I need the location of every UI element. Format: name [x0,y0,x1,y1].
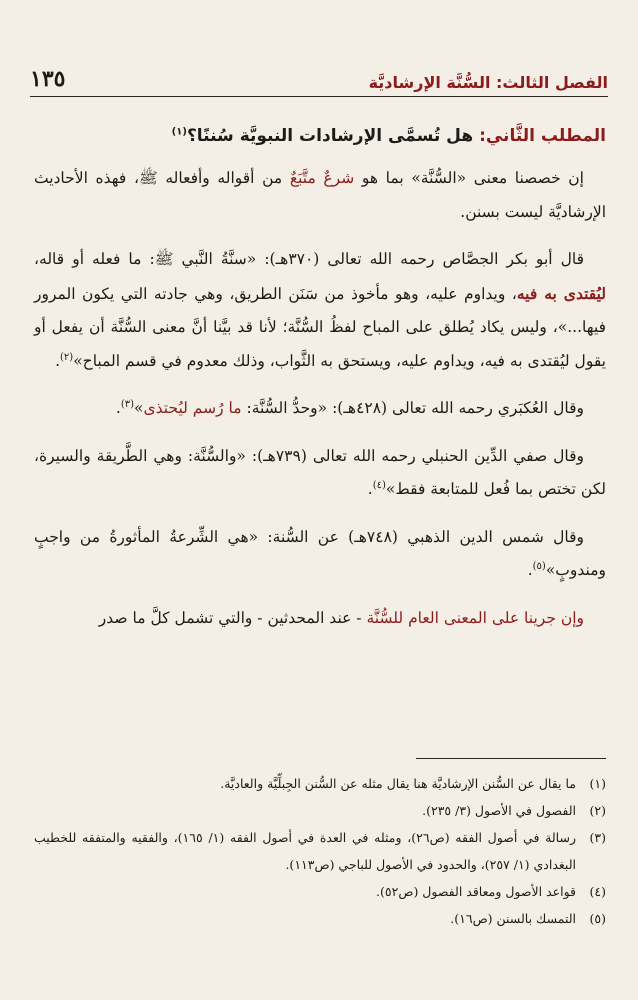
footnote-text: الفصول في الأصول (٣/ ٢٣٥). [422,803,576,818]
footnote-item [34,824,606,878]
footnote-number: (١) [589,776,606,791]
footnote-number: (٤) [589,884,606,899]
text-run: وقال شمس الدين الذهبي (٧٤٨هـ) عن السُّنة: «هي الشِّرعةُ المأثورةُ من واجبٍ ومندوبٍ» [34,527,606,579]
text-run: . [527,561,533,579]
text-run: . [55,351,61,370]
paragraph-1 [34,162,606,229]
paragraph-3 [34,392,606,426]
text-run: إن خصصنا معنى «السُّنَّة» بما هو [361,169,584,187]
footnote-marker: (١) [171,126,187,138]
section-question: هل تُسمَّى الإرشادات النبويَّة سُننًا؟ [186,126,474,146]
footnote-text: ما يقال عن السُّنن الإرشاديَّة هنا يقال مثله عن السُّنن الجِبلِّيَّة والعاديَّة. [220,776,576,791]
text-run: » [134,399,144,417]
footnote-text: التمسك بالسنن (ص١٦). [450,911,576,926]
footnote-item [34,905,606,932]
text-run: ، ويداوم عليه، وهو مأخوذ من سَنَن الطريق، وهي جادته التي يكون المرور فيها...»، وليس يكاد يُطلق على المباح لفظُ السُّنَّة؛ لأنا قد بيَّنا أنَّ معنى السُّنَّة أن يفعل أو يقول ليُقتدى به فيه، ويداوم عليه، ويستحق به الثَّواب، وذلك معدوم في قسم المباح» [34,284,606,370]
footnote-text: قواعد الأصول ومعاقد الفصول (ص٥٢). [376,884,576,899]
footnote-marker: (٣) [120,398,135,410]
footnote-marker: (٢) [60,351,74,363]
highlighted-text: وإن جرينا على المعنى العام للسُّنَّة [366,608,584,627]
text-run: وقال صفي الدِّين الحنبلي رحمه الله تعالى (٧٣٩هـ): «والسُّنَّة: وهي الطَّريقة والسيرة، لكن تختص بما فُعل للمتابعة فقط» [34,446,606,498]
running-head: الفصل الثالث: السُّنَّة الإرشاديَّة [368,73,608,92]
text-run: وقال العُكبَري رحمه الله تعالى (٤٢٨هـ): «وحدُّ السُّنَّة: [246,399,584,417]
header-rule [30,96,608,97]
highlighted-text: ما رُسم ليُحتذى [143,399,242,417]
page-header [30,58,608,92]
text-run: . [115,399,121,417]
section-title [34,120,606,152]
footnote-item [34,878,606,905]
section-label: المطلب الثَّاني: [479,126,606,146]
footnote-number: (٢) [589,803,606,818]
highlighted-text: شرعٌ متَّبَعٌ [289,169,355,187]
paragraph-2 [34,243,606,378]
footnote-marker: (٥) [532,560,546,572]
text-run: من أقواله وأفعاله ﷺ، فهذه الأحاديث الإرشاديَّة ليست بسنن. [34,169,606,221]
text-run: قال أبو بكر الجصَّاص رحمه الله تعالى (٣٧٠هـ): «سنَّةُ النَّبي ﷺ: ما فعله أو قاله، [34,250,584,268]
footnote-separator [416,758,606,759]
footnote-text: رسالة في أصول الفقه (ص٢٦)، ومثله في العدة في أصول الفقه (١/ ١٦٥)، والفقيه والمتفقه للخطيب البغدادي (١/ ٢٥٧)، والحدود في الأصول للباجي (ص١١٣). [34,830,576,872]
paragraph-4 [34,440,606,507]
footnote-number: (٣) [589,830,606,845]
body-text [34,112,606,649]
page-number: ١٣٥ [30,66,66,92]
footnotes [34,770,606,932]
footnote-marker: (٤) [372,479,386,491]
footnote-item [34,770,606,797]
paragraph-6 [34,602,606,636]
footnote-item [34,797,606,824]
highlighted-text: ليُقتدى به فيه [516,283,606,303]
footnote-number: (٥) [589,911,606,926]
text-run: . [367,480,373,498]
text-run: - عند المحدثين - والتي تشمل كلَّ ما صدر [98,608,362,627]
paragraph-5 [34,521,606,588]
